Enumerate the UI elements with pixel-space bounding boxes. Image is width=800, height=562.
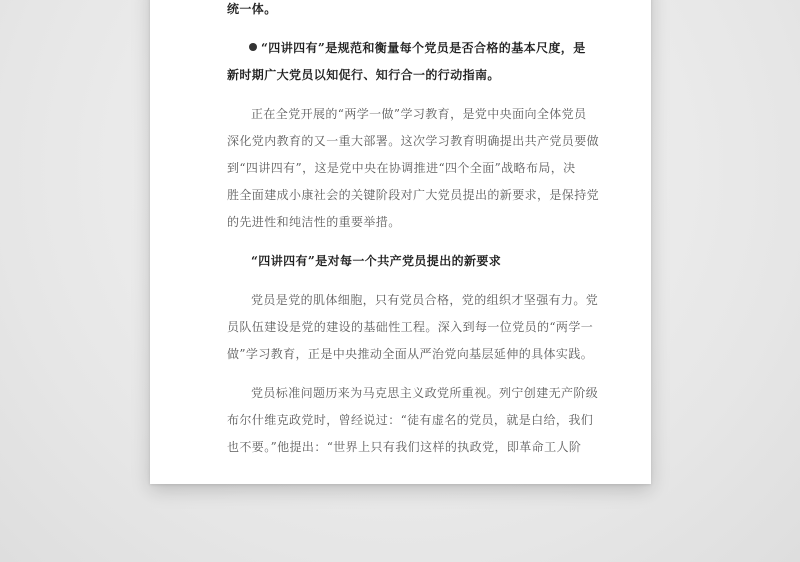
bullet-line	[227, 35, 586, 62]
document-page[interactable]	[150, 0, 651, 484]
text-line: 胜全面建成小康社会的关键阶段对广大党员提出的新要求，是保持党	[227, 188, 600, 202]
text-line: 员队伍建设是党的建设的基础性工程。深入到每一位党员的“两学一	[227, 320, 594, 334]
text-line: 统一体。	[227, 2, 277, 16]
text-line: 的先进性和纯洁性的重要举措。	[227, 215, 401, 229]
text-line: 正在全党开展的“两学一做”学习教育，是党中央面向全体党员	[251, 107, 587, 121]
section-heading: “四讲四有”是对每一个共产党员提出的新要求	[251, 254, 502, 268]
text-line: 也不要。”他提出：“世界上只有我们这样的执政党，即革命工人阶	[227, 440, 582, 454]
text-line: 党员是党的肌体细胞，只有党员合格，党的组织才坚强有力。党	[251, 293, 599, 307]
text-line: 到“四讲四有”，这是党中央在协调推进“四个全面”战略布局，决	[227, 161, 576, 175]
document-body	[227, 0, 600, 461]
text-line: 党员标准问题历来为马克思主义政党所重视。列宁创建无产阶级	[251, 386, 599, 400]
text-line: 新时期广大党员以知促行、知行合一的行动指南。	[227, 68, 500, 82]
text-line: 布尔什维克政党时，曾经说过：“徒有虚名的党员，就是白给，我们	[227, 413, 594, 427]
bullet-dot-icon	[249, 43, 257, 51]
text-line: 做”学习教育，正是中央推动全面从严治党向基层延伸的具体实践。	[227, 347, 594, 361]
text-line: 深化党内教育的又一重大部署。这次学习教育明确提出共产党员要做	[227, 134, 600, 148]
text-line: “四讲四有”是规范和衡量每个党员是否合格的基本尺度，是	[261, 41, 586, 55]
